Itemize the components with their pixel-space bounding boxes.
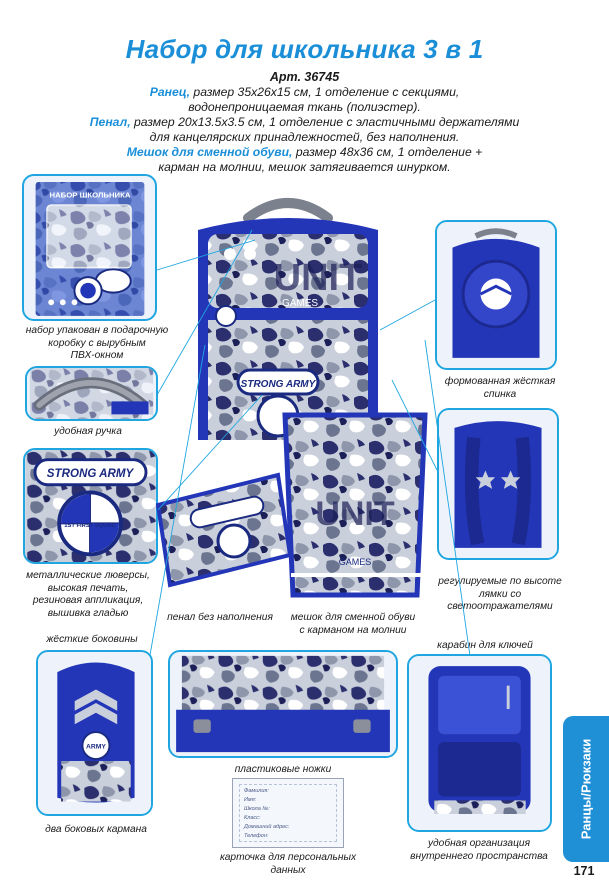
id-card-fields: Фамилия: Имя: Школа №: Класс: Домашний адрес: Телефон: <box>239 784 337 842</box>
caption-pockets: два боковых кармана <box>45 824 147 835</box>
pencil-case-illustration <box>150 465 295 590</box>
caption-handle: удобная ручка <box>54 426 122 437</box>
patch-text: STRONG ARMY <box>46 468 134 481</box>
caption-pencil-case: пенал без наполнения <box>167 612 273 623</box>
shoe-bag-illustration <box>275 405 435 600</box>
caption-details: металлические люверсы, высокая печать, резиновая аппликация, вышивка гладью <box>26 570 150 619</box>
keyword-shoe-bag: Мешок для сменной обуви, <box>126 145 293 159</box>
caption-feet: пластиковые ножки <box>234 764 332 775</box>
backpack-patch-text: STRONG ARMY <box>240 379 316 390</box>
keyword-backpack: Ранец, <box>149 85 191 99</box>
description-line-4: для канцелярских принадлежностей, без наполнения. <box>149 130 460 144</box>
army-badge-text: ARMY <box>86 743 106 751</box>
section-tab: Ранцы/Рюкзаки <box>563 716 609 862</box>
box-label: НАБОР ШКОЛЬНИКА <box>49 190 131 200</box>
page-title: Набор для школьника 3 в 1 <box>125 34 484 64</box>
caption-interior: удобная организация внутреннего пространства <box>410 838 548 862</box>
description-line-2: водонепроницаемая ткань (полиэстер). <box>188 100 421 114</box>
caption-straps: регулируемые по высоте лямки со светоотражателями <box>438 576 562 612</box>
description-line-5: Мешок для сменной обуви, размер 48х36 см, 1 отделение + <box>126 145 483 159</box>
caption-back: формованная жёсткая спинка <box>444 376 556 400</box>
id-card <box>232 778 344 848</box>
bag-games-print: GAMES <box>338 557 372 567</box>
caption-box: набор упакован в подарочную коробку с вырубным ПВХ-окном <box>25 325 169 361</box>
description-line-6: карман на молнии, мешок затягивается шнурком. <box>158 160 451 174</box>
caption-shoe-bag: мешок для сменной обуви с карманом на молнии <box>290 612 416 636</box>
gift-box-illustration <box>24 176 155 319</box>
patch-subtext: 1ST FIRST SQUAD <box>64 523 116 530</box>
photo-handle <box>25 366 158 421</box>
photo-side-view <box>36 650 153 816</box>
description-line-1: Ранец, размер 35х26х15 см, 1 отделение с секциями, <box>149 85 460 99</box>
games-print: GAMES <box>281 298 319 309</box>
page-number: 171 <box>573 864 595 878</box>
description-line-3: Пенал, размер 20х13.5х3.5 см, 1 отделение с эластичными держателями <box>89 115 520 129</box>
foot-left <box>193 719 210 732</box>
backpack-handle <box>248 203 328 218</box>
article-number: Арт. 36745 <box>269 70 340 84</box>
foot-right <box>353 719 370 732</box>
photo-molded-back <box>435 220 557 370</box>
bag-unit-print: UNIT <box>315 495 395 533</box>
photo-gift-box <box>22 174 157 321</box>
photo-plastic-feet <box>168 650 398 758</box>
photo-patch-details <box>23 448 158 564</box>
caption-card: карточка для персональных данных <box>219 852 357 876</box>
keyword-pencil-case: Пенал, <box>89 115 131 129</box>
photo-straps <box>437 408 559 560</box>
caption-carabiner: карабин для ключей <box>437 640 533 651</box>
unit-print: UNIT <box>273 257 363 299</box>
caption-sides: жёсткие боковины <box>46 634 138 645</box>
photo-interior <box>407 654 552 832</box>
